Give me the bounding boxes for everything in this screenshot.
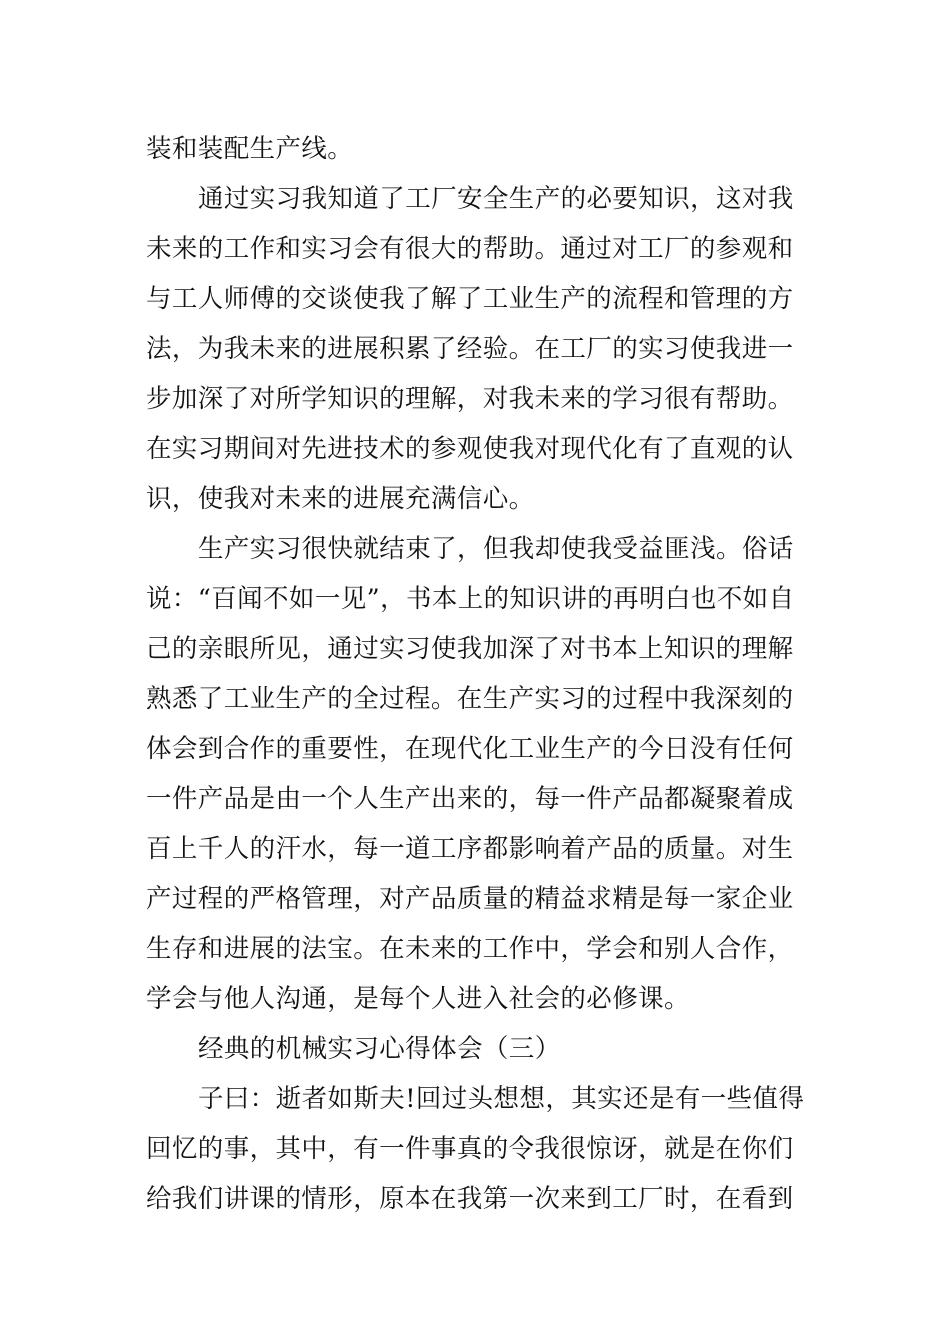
text-line: 说：“百闻不如一见”，书本上的知识讲的再明白也不如自 xyxy=(146,584,795,614)
text-line: 己的亲眼所见，通过实习使我加深了对书本上知识的理解 xyxy=(146,634,794,664)
text-line: 生存和进展的法宝。在未来的工作中，学会和别人合作， xyxy=(146,934,794,964)
text-line: 百上千人的汗水，每一道工序都影响着产品的质量。对生 xyxy=(146,834,794,864)
section-heading: 经典的机械实习心得体会（三） xyxy=(198,1034,561,1064)
paragraph-start-line: 生产实习很快就结束了，但我却使我受益匪浅。俗话 xyxy=(198,534,794,564)
text-line: 与工人师傅的交谈使我了解了工业生产的流程和管理的方 xyxy=(146,284,794,314)
text-line: 学会与他人沟通，是每个人进入社会的必修课。 xyxy=(146,984,690,1014)
text-line: 在实习期间对先进技术的参观使我对现代化有了直观的认 xyxy=(146,434,794,464)
text-line: 产过程的严格管理，对产品质量的精益求精是每一家企业 xyxy=(146,884,794,914)
text-line: 回忆的事，其中，有一件事真的令我很惊讶，就是在你们 xyxy=(146,1134,794,1164)
text-line: 装和装配生产线。 xyxy=(146,134,354,164)
paragraph-start-line: 通过实习我知道了工厂安全生产的必要知识，这对我 xyxy=(198,184,794,214)
text-line: 法，为我未来的进展积累了经验。在工厂的实习使我进一 xyxy=(146,334,794,364)
document-body xyxy=(146,124,806,1224)
text-line: 识，使我对未来的进展充满信心。 xyxy=(146,484,535,514)
text-line: 体会到合作的重要性，在现代化工业生产的今日没有任何 xyxy=(146,734,794,764)
text-line: 一件产品是由一个人生产出来的，每一件产品都凝聚着成 xyxy=(146,784,794,814)
text-line: 步加深了对所学知识的理解，对我未来的学习很有帮助。 xyxy=(146,384,794,414)
text-line: 未来的工作和实习会有很大的帮助。通过对工厂的参观和 xyxy=(146,234,794,264)
text-line: 熟悉了工业生产的全过程。在生产实习的过程中我深刻的 xyxy=(146,684,794,714)
paragraph-start-line: 子曰：逝者如斯夫!回过头想想，其实还是有一些值得 xyxy=(198,1084,805,1114)
text-line: 给我们讲课的情形，原本在我第一次来到工厂时，在看到 xyxy=(146,1184,794,1214)
